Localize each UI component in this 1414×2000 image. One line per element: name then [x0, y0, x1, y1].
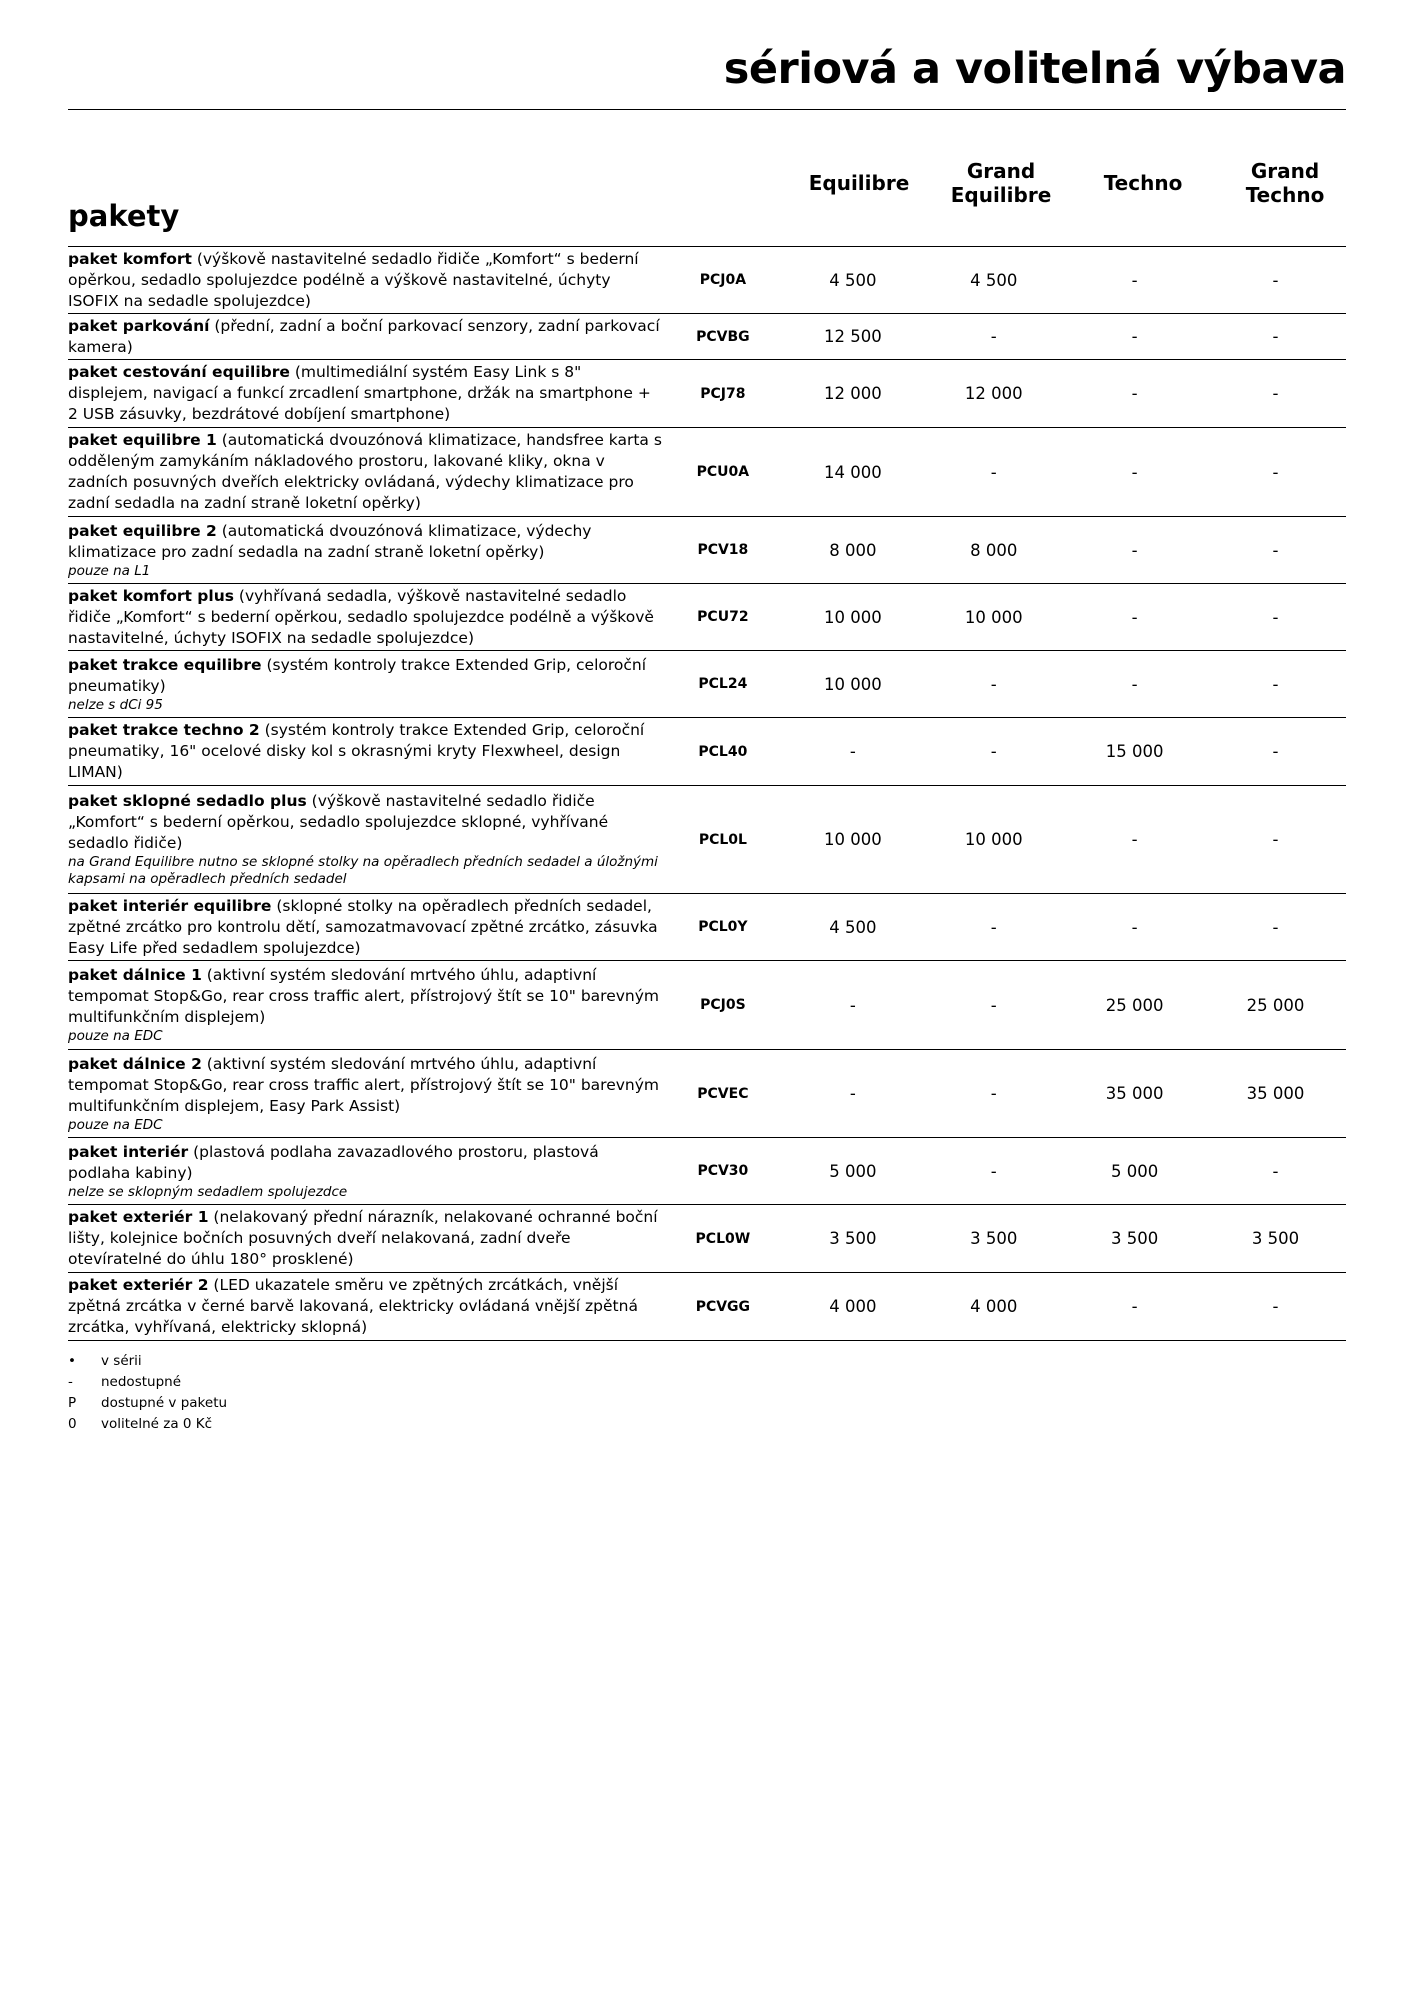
package-details: (vyhřívaná sedadla, výškově nastavitelné sedadlo řidiče „Komfort“ s bederní opěrkou, sedadlo spolujezdce podélně a výškově nastavitelné, úchyty ISOFIX na sedadle spolujezdce)	[68, 586, 654, 647]
price-cell: 3 500	[1251, 1229, 1300, 1248]
legend-symbol: 0	[68, 1416, 77, 1432]
price-cell: -	[1131, 917, 1138, 937]
package-code: PCJ0S	[700, 997, 746, 1013]
table-row	[68, 894, 1346, 961]
price-cell: -	[1131, 830, 1138, 849]
package-description	[68, 361, 663, 426]
package-code: PCL40	[698, 743, 748, 760]
package-code: PCJ78	[700, 385, 746, 402]
package-note: pouze na EDC	[68, 1116, 163, 1133]
table-row	[68, 1050, 1346, 1138]
column-header-grand-equilibre: Grand Equilibre	[950, 159, 1052, 207]
package-description	[68, 315, 663, 359]
package-note: na Grand Equilibre nutno se sklopné stolky na opěradlech předních sedadel a úložnými kapsami na opěradlech předních sedadel	[68, 854, 658, 887]
package-name: paket parkování	[68, 316, 210, 335]
price-cell: 4 500	[829, 270, 877, 290]
legend-text: nedostupné	[101, 1374, 182, 1390]
package-description	[68, 429, 663, 515]
price-cell: -	[1272, 830, 1279, 849]
price-cell: -	[1131, 327, 1138, 346]
package-name: paket dálnice 2	[68, 1054, 202, 1073]
package-code: PCL24	[698, 676, 748, 692]
price-cell: -	[1272, 917, 1279, 937]
price-cell: -	[849, 995, 856, 1015]
legend	[68, 1351, 227, 1435]
package-details: (automatická dvouzónová klimatizace, výdechy klimatizace pro zadní sedadla na zadní straně loketní opěrky)	[68, 521, 592, 561]
legend-text: volitelné za 0 Kč	[101, 1416, 213, 1432]
price-cell: 12 000	[823, 384, 882, 403]
price-cell: 10 000	[964, 830, 1023, 849]
package-description	[68, 1141, 663, 1202]
package-details: (aktivní systém sledování mrtvého úhlu, adaptivní tempomat Stop&Go, rear cross traffic alert, přístrojový štít se 10" barevným multifunkčním displejem)	[68, 966, 660, 1026]
table-row	[68, 584, 1346, 651]
price-cell: -	[1272, 270, 1279, 290]
price-cell: 10 000	[823, 607, 882, 627]
package-details: (automatická dvouzónová klimatizace, handsfree karta s odděleným zamykáním nákladového prostoru, lakované kliky, okna v zadních posuvných dveřích elektricky ovládaná, výdechy klimatizace pro zadní sedadla na zadní straně loketní opěrky)	[68, 431, 662, 512]
package-details: (sklopné stolky na opěradlech předních sedadel, zpětné zrcátko pro kontrolu dětí, samozatmavovací zpětné zrcátko, zásuvka Easy Life před sedadlem spolujezdce)	[68, 896, 658, 957]
package-code: PCVGG	[695, 1298, 751, 1315]
price-cell: -	[1131, 540, 1138, 560]
price-cell: 14 000	[823, 462, 882, 482]
price-cell: -	[990, 327, 997, 346]
package-details: (výškově nastavitelné sedadlo řidiče „Komfort“ s bederní opěrkou, sedadlo spolujezdce sklopné, vyhřívané sedadlo řidiče)	[68, 792, 609, 852]
price-cell: -	[1272, 384, 1279, 403]
price-cell: 4 500	[970, 270, 1018, 290]
table-row	[68, 247, 1346, 314]
packages-table	[68, 246, 1346, 1341]
package-name: paket exteriér 2	[68, 1276, 209, 1294]
package-name: paket komfort	[68, 249, 192, 268]
package-note: pouze na L1	[68, 562, 151, 579]
price-cell: 3 500	[829, 1229, 877, 1248]
price-cell: 3 500	[1111, 1229, 1159, 1248]
package-code: PCL0L	[698, 831, 747, 848]
package-note: nelze se sklopným sedadlem spolujezdce	[68, 1183, 348, 1200]
price-cell: 4 500	[829, 917, 877, 937]
price-cell: -	[990, 462, 997, 482]
package-details: (systém kontroly trakce Extended Grip, celoroční pneumatiky, 16" ocelové disky kol s okrasnými kryty Flexwheel, design LIMAN)	[68, 721, 645, 781]
price-cell: -	[1272, 327, 1279, 346]
package-name: paket komfort plus	[68, 586, 234, 605]
table-row	[68, 517, 1346, 584]
price-cell: -	[1272, 540, 1279, 560]
package-description	[68, 790, 663, 889]
table-header	[68, 150, 1346, 246]
price-cell: -	[1131, 462, 1138, 482]
legend-symbol: •	[68, 1353, 76, 1369]
legend-item	[68, 1372, 227, 1393]
package-name: paket trakce techno 2	[68, 721, 260, 739]
price-cell: 35 000	[1246, 1084, 1305, 1103]
price-cell: 5 000	[829, 1161, 877, 1181]
package-details: (multimediální systém Easy Link s 8" displejem, navigací a funkcí zrcadlení smartphone, držák na smartphone + 2 USB zásuvky, bezdrátové dobíjení smartphone)	[68, 363, 651, 423]
price-cell: 10 000	[964, 607, 1023, 627]
price-cell: 8 000	[829, 540, 877, 560]
section-title: pakety	[68, 199, 180, 233]
legend-item	[68, 1351, 227, 1372]
legend-symbol: P	[68, 1395, 77, 1411]
package-name: paket interiér	[68, 1142, 189, 1161]
package-description	[68, 585, 663, 650]
price-cell: -	[1272, 742, 1279, 761]
price-cell: 12 500	[823, 327, 882, 346]
legend-text: dostupné v paketu	[101, 1395, 228, 1411]
price-cell: 25 000	[1246, 995, 1305, 1015]
package-code: PCVEC	[697, 1085, 749, 1102]
package-details: (nelakovaný přední nárazník, nelakované ochranné boční lišty, kolejnice bočních posuvných dveří nelakovaná, zadní dveře otevíratelné do úhlu 180° prosklené)	[68, 1208, 658, 1268]
column-header-techno: Techno	[1103, 171, 1183, 195]
column-header-equilibre: Equilibre	[808, 171, 910, 195]
package-details: (systém kontroly trakce Extended Grip, celoroční pneumatiky)	[68, 655, 647, 695]
price-cell: -	[990, 1084, 997, 1103]
package-code: PCV18	[697, 542, 749, 558]
package-code: PCL0Y	[698, 919, 748, 935]
table-row	[68, 1273, 1346, 1341]
table-row	[68, 428, 1346, 517]
price-cell: 3 500	[970, 1229, 1018, 1248]
price-cell: 10 000	[823, 674, 882, 694]
package-name: paket trakce equilibre	[68, 655, 262, 674]
package-description	[68, 719, 663, 784]
package-details: (přední, zadní a boční parkovací senzory, zadní parkovací kamera)	[68, 316, 660, 356]
price-cell: -	[990, 742, 997, 761]
price-cell: -	[849, 742, 856, 761]
legend-text: v sérii	[101, 1353, 142, 1369]
package-name: paket exteriér 1	[68, 1208, 209, 1226]
package-code: PCU0A	[696, 464, 750, 480]
price-cell: 10 000	[823, 830, 882, 849]
package-description	[68, 895, 663, 960]
price-cell: 4 000	[829, 1297, 877, 1316]
price-cell: 4 000	[970, 1297, 1018, 1316]
package-note: nelze s dCi 95	[68, 696, 163, 713]
table-row	[68, 718, 1346, 786]
package-description	[68, 248, 663, 313]
price-cell: -	[1272, 1161, 1279, 1181]
price-cell: -	[1272, 1297, 1279, 1316]
package-description	[68, 1053, 663, 1135]
price-cell: 12 000	[964, 384, 1023, 403]
package-details: (plastová podlaha zavazadlového prostoru, plastová podlaha kabiny)	[68, 1142, 599, 1182]
price-cell: 8 000	[970, 540, 1018, 560]
package-description	[68, 1206, 663, 1271]
package-description	[68, 1274, 663, 1339]
price-cell: -	[990, 1161, 997, 1181]
price-cell: -	[1272, 462, 1279, 482]
price-cell: -	[1131, 384, 1138, 403]
package-note: pouze na EDC	[68, 1028, 163, 1044]
price-cell: -	[990, 917, 997, 937]
package-name: paket equilibre 1	[68, 431, 217, 449]
package-code: PCJ0A	[699, 272, 747, 288]
legend-item	[68, 1393, 227, 1414]
table-row	[68, 1138, 1346, 1205]
table-row	[68, 1205, 1346, 1273]
column-header-grand-techno: Grand Techno	[1245, 159, 1325, 207]
price-cell: 35 000	[1105, 1084, 1164, 1103]
package-details: (aktivní systém sledování mrtvého úhlu, adaptivní tempomat Stop&Go, rear cross traffic alert, přístrojový štít se 10" barevným multifunkčním displejem, Easy Park Assist)	[68, 1054, 660, 1115]
package-details: (LED ukazatele směru ve zpětných zrcátkách, vnější zpětná zrcátka v černé barvě lakovaná, elektricky ovládaná vnější zpětná zrcátka, vyhřívaná, elektricky sklopná)	[68, 1276, 638, 1336]
price-cell: 5 000	[1111, 1161, 1159, 1181]
table-row	[68, 786, 1346, 894]
table-row	[68, 360, 1346, 428]
package-description	[68, 964, 663, 1046]
package-code: PCL0W	[695, 1230, 751, 1247]
price-cell: -	[990, 674, 997, 694]
package-name: paket sklopné sedadlo plus	[68, 792, 307, 810]
price-cell: -	[1131, 270, 1138, 290]
price-cell: -	[849, 1084, 856, 1103]
package-code: PCVBG	[696, 328, 750, 345]
package-description	[68, 520, 663, 581]
price-cell: -	[1131, 607, 1138, 627]
price-cell: -	[1272, 607, 1279, 627]
package-code: PCU72	[697, 609, 749, 625]
price-cell: 25 000	[1105, 995, 1164, 1015]
table-row	[68, 961, 1346, 1050]
package-name: paket cestování equilibre	[68, 363, 290, 381]
price-cell: -	[990, 995, 997, 1015]
price-cell: 15 000	[1105, 742, 1164, 761]
price-cell: -	[1272, 674, 1279, 694]
package-code: PCV30	[697, 1163, 749, 1179]
title-divider	[68, 109, 1346, 110]
package-name: paket dálnice 1	[68, 966, 202, 984]
package-description	[68, 654, 663, 715]
table-row	[68, 651, 1346, 718]
table-row	[68, 314, 1346, 360]
page-title: sériová a volitelná výbava	[723, 44, 1346, 94]
package-name: paket equilibre 2	[68, 521, 217, 540]
package-name: paket interiér equilibre	[68, 896, 272, 915]
package-details: (výškově nastavitelné sedadlo řidiče „Komfort“ s bederní opěrkou, sedadlo spolujezdce podélně a výškově nastavitelné, úchyty ISOFIX na sedadle spolujezdce)	[68, 249, 639, 310]
price-cell: -	[1131, 1297, 1138, 1316]
legend-symbol: -	[68, 1374, 73, 1390]
price-cell: -	[1131, 674, 1138, 694]
legend-item	[68, 1414, 227, 1435]
